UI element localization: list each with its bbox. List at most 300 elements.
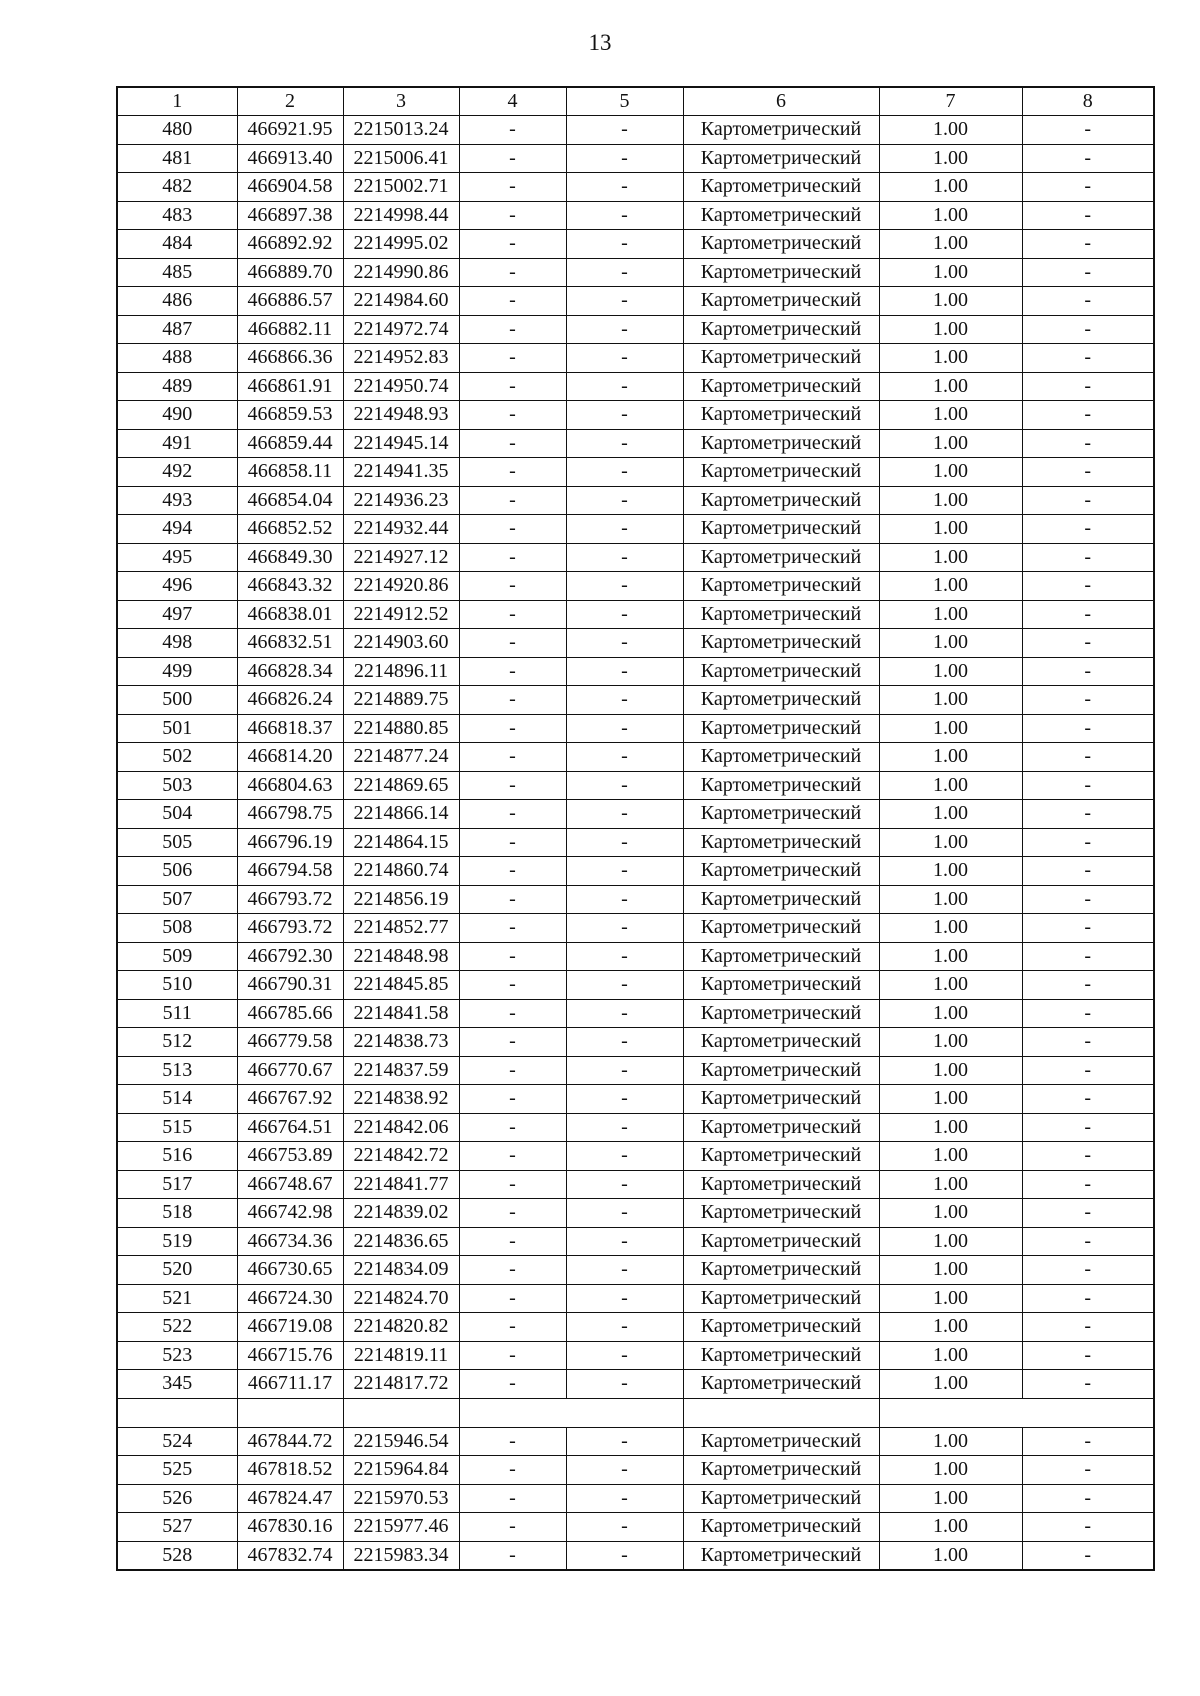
table-cell: 512 (117, 1028, 237, 1057)
table-cell: 517 (117, 1170, 237, 1199)
header-cell-7: 7 (879, 87, 1022, 116)
table-cell: Картометрический (683, 971, 879, 1000)
table-cell: 2214927.12 (343, 543, 459, 572)
table-cell: 2214950.74 (343, 372, 459, 401)
table-cell: 466742.98 (237, 1199, 343, 1228)
table-cell: - (1022, 1284, 1154, 1313)
table-cell (459, 1398, 683, 1427)
table-cell: 2215983.34 (343, 1541, 459, 1570)
table-cell: - (566, 1427, 683, 1456)
table-cell: - (1022, 1484, 1154, 1513)
table-row (117, 344, 1154, 373)
table-cell: 2214877.24 (343, 743, 459, 772)
table-cell: 510 (117, 971, 237, 1000)
table-cell: - (1022, 914, 1154, 943)
table-cell: 2214932.44 (343, 515, 459, 544)
table-row (117, 1456, 1154, 1485)
table-cell: - (566, 828, 683, 857)
table-cell: - (1022, 1170, 1154, 1199)
table-cell: - (566, 1370, 683, 1399)
separator-row (117, 1398, 1154, 1427)
table-cell: - (1022, 1256, 1154, 1285)
table-cell: 466826.24 (237, 686, 343, 715)
table-cell: - (459, 515, 566, 544)
table-cell: - (459, 1541, 566, 1570)
header-cell-6: 6 (683, 87, 879, 116)
table-cell: - (566, 315, 683, 344)
table-cell: - (1022, 771, 1154, 800)
table-cell (117, 1398, 237, 1427)
table-cell: - (566, 572, 683, 601)
table-cell: 518 (117, 1199, 237, 1228)
table-cell: Картометрический (683, 771, 879, 800)
table-cell: - (1022, 230, 1154, 259)
table-cell: - (566, 1256, 683, 1285)
table-cell: - (459, 1313, 566, 1342)
table-cell: - (459, 572, 566, 601)
table-cell: 1.00 (879, 1456, 1022, 1485)
table-cell: - (459, 771, 566, 800)
table-cell: 466793.72 (237, 885, 343, 914)
table-cell (343, 1398, 459, 1427)
table-cell: - (566, 116, 683, 145)
table-cell: 466734.36 (237, 1227, 343, 1256)
table-cell: Картометрический (683, 429, 879, 458)
table-cell: 487 (117, 315, 237, 344)
table-row (117, 1370, 1154, 1399)
table-cell: 501 (117, 714, 237, 743)
table-cell: 466804.63 (237, 771, 343, 800)
table-row (117, 714, 1154, 743)
table-row (117, 1484, 1154, 1513)
table-cell: - (566, 458, 683, 487)
table-cell: 2214848.98 (343, 942, 459, 971)
table-cell: 2214945.14 (343, 429, 459, 458)
table-cell: - (566, 258, 683, 287)
table-cell: 489 (117, 372, 237, 401)
table-row (117, 1227, 1154, 1256)
table-cell: - (1022, 657, 1154, 686)
table-cell: - (566, 543, 683, 572)
table-cell: - (459, 543, 566, 572)
table-cell: - (566, 714, 683, 743)
table-cell: Картометрический (683, 828, 879, 857)
header-cell-3: 3 (343, 87, 459, 116)
table-cell: - (459, 116, 566, 145)
table-cell: - (459, 486, 566, 515)
table-cell: 467832.74 (237, 1541, 343, 1570)
table-cell: Картометрический (683, 201, 879, 230)
table-cell: - (459, 743, 566, 772)
table-cell: 466892.92 (237, 230, 343, 259)
table-cell: - (566, 743, 683, 772)
table-cell: 1.00 (879, 173, 1022, 202)
table-cell: Картометрический (683, 1199, 879, 1228)
table-cell: - (459, 201, 566, 230)
table-cell: - (459, 1056, 566, 1085)
table-cell: - (459, 800, 566, 829)
table-cell: - (459, 429, 566, 458)
table-cell: 493 (117, 486, 237, 515)
table-cell: - (566, 1313, 683, 1342)
table-cell: - (459, 657, 566, 686)
table-cell: 496 (117, 572, 237, 601)
table-cell: 466921.95 (237, 116, 343, 145)
table-cell: - (566, 999, 683, 1028)
table-cell: 2214880.85 (343, 714, 459, 743)
table-cell: 466843.32 (237, 572, 343, 601)
table-cell: - (566, 1456, 683, 1485)
table-cell: 466748.67 (237, 1170, 343, 1199)
table-row (117, 173, 1154, 202)
table-cell: 2215964.84 (343, 1456, 459, 1485)
table-cell: 466828.34 (237, 657, 343, 686)
table-cell: - (459, 1370, 566, 1399)
table-cell: 1.00 (879, 315, 1022, 344)
table-cell: 1.00 (879, 230, 1022, 259)
table-cell: 1.00 (879, 116, 1022, 145)
table-cell: 466796.19 (237, 828, 343, 857)
table-cell: - (1022, 1341, 1154, 1370)
table-cell: 466798.75 (237, 800, 343, 829)
table-cell: 1.00 (879, 600, 1022, 629)
table-row (117, 1170, 1154, 1199)
table-cell: 1.00 (879, 1284, 1022, 1313)
table-cell: Картометрический (683, 344, 879, 373)
table-cell: 466861.91 (237, 372, 343, 401)
table-cell: 507 (117, 885, 237, 914)
table-cell: 2214869.65 (343, 771, 459, 800)
table-cell: - (566, 1541, 683, 1570)
table-cell: - (459, 1227, 566, 1256)
table-cell: - (566, 287, 683, 316)
table-cell: 1.00 (879, 914, 1022, 943)
table-cell: 1.00 (879, 1427, 1022, 1456)
table-cell: Картометрический (683, 1284, 879, 1313)
table-cell: Картометрический (683, 1513, 879, 1542)
table-cell: - (459, 600, 566, 629)
table-cell: - (1022, 116, 1154, 145)
table-cell: - (459, 230, 566, 259)
table-cell: 1.00 (879, 1513, 1022, 1542)
table-cell: 2215977.46 (343, 1513, 459, 1542)
table-cell: 2214837.59 (343, 1056, 459, 1085)
table-cell: - (459, 1028, 566, 1057)
table-row (117, 857, 1154, 886)
table-cell: 466715.76 (237, 1341, 343, 1370)
table-cell: Картометрический (683, 1170, 879, 1199)
table-cell: - (1022, 999, 1154, 1028)
table-cell: - (566, 1028, 683, 1057)
table-cell: 1.00 (879, 1056, 1022, 1085)
table-cell: - (459, 1484, 566, 1513)
table-cell: 484 (117, 230, 237, 259)
table-cell: 466818.37 (237, 714, 343, 743)
table-cell: - (1022, 486, 1154, 515)
table-cell: 1.00 (879, 144, 1022, 173)
table-row (117, 743, 1154, 772)
table-cell: 466904.58 (237, 173, 343, 202)
table-cell: Картометрический (683, 173, 879, 202)
table-row (117, 230, 1154, 259)
table-cell: 1.00 (879, 885, 1022, 914)
table-cell (237, 1398, 343, 1427)
table-cell: - (566, 401, 683, 430)
table-cell: - (1022, 372, 1154, 401)
table-row (117, 1028, 1154, 1057)
table-cell: Картометрический (683, 1484, 879, 1513)
table-cell: 2214856.19 (343, 885, 459, 914)
table-cell: 466785.66 (237, 999, 343, 1028)
table-cell: 466858.11 (237, 458, 343, 487)
table-cell: - (459, 315, 566, 344)
table-cell: 505 (117, 828, 237, 857)
table-cell: - (459, 401, 566, 430)
table-cell: 509 (117, 942, 237, 971)
table-row (117, 1427, 1154, 1456)
table-cell: - (1022, 743, 1154, 772)
table-cell: Картометрический (683, 743, 879, 772)
table-cell: - (566, 686, 683, 715)
table-cell: 1.00 (879, 857, 1022, 886)
table-cell: - (459, 1427, 566, 1456)
table-cell: - (459, 1341, 566, 1370)
table-cell: 2214842.72 (343, 1142, 459, 1171)
table-cell: - (459, 1170, 566, 1199)
table-row (117, 1142, 1154, 1171)
table-cell: - (1022, 1541, 1154, 1570)
table-cell: Картометрический (683, 857, 879, 886)
table-cell: - (459, 1142, 566, 1171)
table-row (117, 1284, 1154, 1313)
table-row (117, 572, 1154, 601)
table-cell: 466764.51 (237, 1113, 343, 1142)
table-cell: Картометрический (683, 486, 879, 515)
table-cell: 1.00 (879, 458, 1022, 487)
table-cell: 466753.89 (237, 1142, 343, 1171)
table-cell: 504 (117, 800, 237, 829)
table-cell: 480 (117, 116, 237, 145)
table-cell: 2214941.35 (343, 458, 459, 487)
table-row (117, 201, 1154, 230)
table-cell: 466770.67 (237, 1056, 343, 1085)
table-cell: - (566, 1085, 683, 1114)
table-cell: Картометрический (683, 1085, 879, 1114)
table-cell: 481 (117, 144, 237, 173)
table-cell: 502 (117, 743, 237, 772)
table-row (117, 771, 1154, 800)
table-cell: 1.00 (879, 1170, 1022, 1199)
table-cell: - (1022, 828, 1154, 857)
table-cell: 1.00 (879, 686, 1022, 715)
header-cell-1: 1 (117, 87, 237, 116)
table-row (117, 315, 1154, 344)
table-cell: - (1022, 1456, 1154, 1485)
table-cell: 466859.53 (237, 401, 343, 430)
table-cell: 2214817.72 (343, 1370, 459, 1399)
table-cell: 1.00 (879, 1199, 1022, 1228)
table-cell: 2214920.86 (343, 572, 459, 601)
table-cell: Картометрический (683, 230, 879, 259)
header-cell-5: 5 (566, 87, 683, 116)
table-cell: 1.00 (879, 714, 1022, 743)
table-cell: - (1022, 800, 1154, 829)
table-cell: 2214839.02 (343, 1199, 459, 1228)
table-cell: 482 (117, 173, 237, 202)
table-cell: Картометрический (683, 258, 879, 287)
table-cell: - (566, 1170, 683, 1199)
table-cell: 1.00 (879, 258, 1022, 287)
table-cell: - (566, 515, 683, 544)
table-cell: Картометрический (683, 1142, 879, 1171)
table-cell: - (459, 1456, 566, 1485)
table-cell: Картометрический (683, 116, 879, 145)
table-cell: - (566, 1199, 683, 1228)
table-cell: - (1022, 857, 1154, 886)
table-row (117, 1513, 1154, 1542)
table-row (117, 1256, 1154, 1285)
table-cell: 485 (117, 258, 237, 287)
table-cell: 466838.01 (237, 600, 343, 629)
table-cell: 498 (117, 629, 237, 658)
table-cell: - (566, 429, 683, 458)
table-cell: Картометрический (683, 572, 879, 601)
table-cell: Картометрический (683, 515, 879, 544)
table-cell: - (566, 857, 683, 886)
table-cell: 1.00 (879, 971, 1022, 1000)
table-cell: 466849.30 (237, 543, 343, 572)
table-cell: 1.00 (879, 1085, 1022, 1114)
table-cell: 466719.08 (237, 1313, 343, 1342)
table-cell: - (566, 1113, 683, 1142)
table-cell: - (459, 885, 566, 914)
table-row (117, 116, 1154, 145)
table-cell: 467824.47 (237, 1484, 343, 1513)
table-cell: Картометрический (683, 885, 879, 914)
table-cell: - (1022, 1085, 1154, 1114)
table-cell: - (1022, 1113, 1154, 1142)
table-cell: 2214864.15 (343, 828, 459, 857)
table-cell: - (459, 629, 566, 658)
table-row (117, 1313, 1154, 1342)
table-cell: - (459, 287, 566, 316)
table-cell: 466767.92 (237, 1085, 343, 1114)
table-cell: 466779.58 (237, 1028, 343, 1057)
table-row (117, 971, 1154, 1000)
table-cell: 1.00 (879, 287, 1022, 316)
table-cell: 2214841.58 (343, 999, 459, 1028)
table-cell: - (1022, 1056, 1154, 1085)
table-cell: 1.00 (879, 1313, 1022, 1342)
table-cell: 486 (117, 287, 237, 316)
table-cell: - (1022, 515, 1154, 544)
table-cell: 494 (117, 515, 237, 544)
table-cell: - (459, 971, 566, 1000)
table-cell: 2214990.86 (343, 258, 459, 287)
table-cell: 2214819.11 (343, 1341, 459, 1370)
table-cell: 1.00 (879, 572, 1022, 601)
table-cell: 1.00 (879, 401, 1022, 430)
table-cell: - (566, 1142, 683, 1171)
table-cell: Картометрический (683, 1313, 879, 1342)
table-cell: - (1022, 971, 1154, 1000)
table-cell: Картометрический (683, 1341, 879, 1370)
table-cell: Картометрический (683, 1256, 879, 1285)
table-cell: Картометрический (683, 1456, 879, 1485)
table-cell: 490 (117, 401, 237, 430)
table-cell: 466852.52 (237, 515, 343, 544)
table-cell: - (566, 1513, 683, 1542)
table-cell: 513 (117, 1056, 237, 1085)
table-cell: 2215002.71 (343, 173, 459, 202)
table-cell: - (566, 173, 683, 202)
table-row (117, 914, 1154, 943)
table-cell: 2214838.92 (343, 1085, 459, 1114)
table-cell: 483 (117, 201, 237, 230)
table-row (117, 999, 1154, 1028)
table-cell: 527 (117, 1513, 237, 1542)
table-cell: - (566, 629, 683, 658)
table-cell: - (1022, 885, 1154, 914)
table-cell: 2214889.75 (343, 686, 459, 715)
table-cell: 1.00 (879, 372, 1022, 401)
table-row (117, 657, 1154, 686)
table-row (117, 258, 1154, 287)
table-row (117, 372, 1154, 401)
table-cell: - (1022, 1370, 1154, 1399)
table-row (117, 486, 1154, 515)
table-cell: 1.00 (879, 800, 1022, 829)
table-cell: - (459, 1513, 566, 1542)
table-cell: Картометрический (683, 714, 879, 743)
table-cell: 519 (117, 1227, 237, 1256)
table-cell: - (1022, 1427, 1154, 1456)
table-cell: - (1022, 1199, 1154, 1228)
table-cell: 466793.72 (237, 914, 343, 943)
table-row (117, 800, 1154, 829)
table-cell: 466886.57 (237, 287, 343, 316)
table-cell: - (566, 372, 683, 401)
table-cell: 2214984.60 (343, 287, 459, 316)
table-cell: 514 (117, 1085, 237, 1114)
table-cell: - (459, 828, 566, 857)
table-cell: 2215946.54 (343, 1427, 459, 1456)
table-cell: 1.00 (879, 1028, 1022, 1057)
table-cell: 1.00 (879, 429, 1022, 458)
table-cell: 466792.30 (237, 942, 343, 971)
table-cell: Картометрический (683, 401, 879, 430)
table-cell: 1.00 (879, 201, 1022, 230)
table-cell: 500 (117, 686, 237, 715)
table-cell: 1.00 (879, 1142, 1022, 1171)
table-cell: 1.00 (879, 1341, 1022, 1370)
table-cell: 2214995.02 (343, 230, 459, 259)
table-cell: - (566, 144, 683, 173)
table-row (117, 429, 1154, 458)
table-cell: 2215006.41 (343, 144, 459, 173)
table-row (117, 401, 1154, 430)
page-number: 13 (588, 30, 612, 55)
table-row (117, 1199, 1154, 1228)
table-cell: 1.00 (879, 1541, 1022, 1570)
table-cell: - (566, 1341, 683, 1370)
table-cell: - (566, 771, 683, 800)
table-cell: 2214912.52 (343, 600, 459, 629)
table-cell: - (459, 173, 566, 202)
table-cell: 1.00 (879, 942, 1022, 971)
table-cell: - (459, 372, 566, 401)
table-cell: - (1022, 258, 1154, 287)
